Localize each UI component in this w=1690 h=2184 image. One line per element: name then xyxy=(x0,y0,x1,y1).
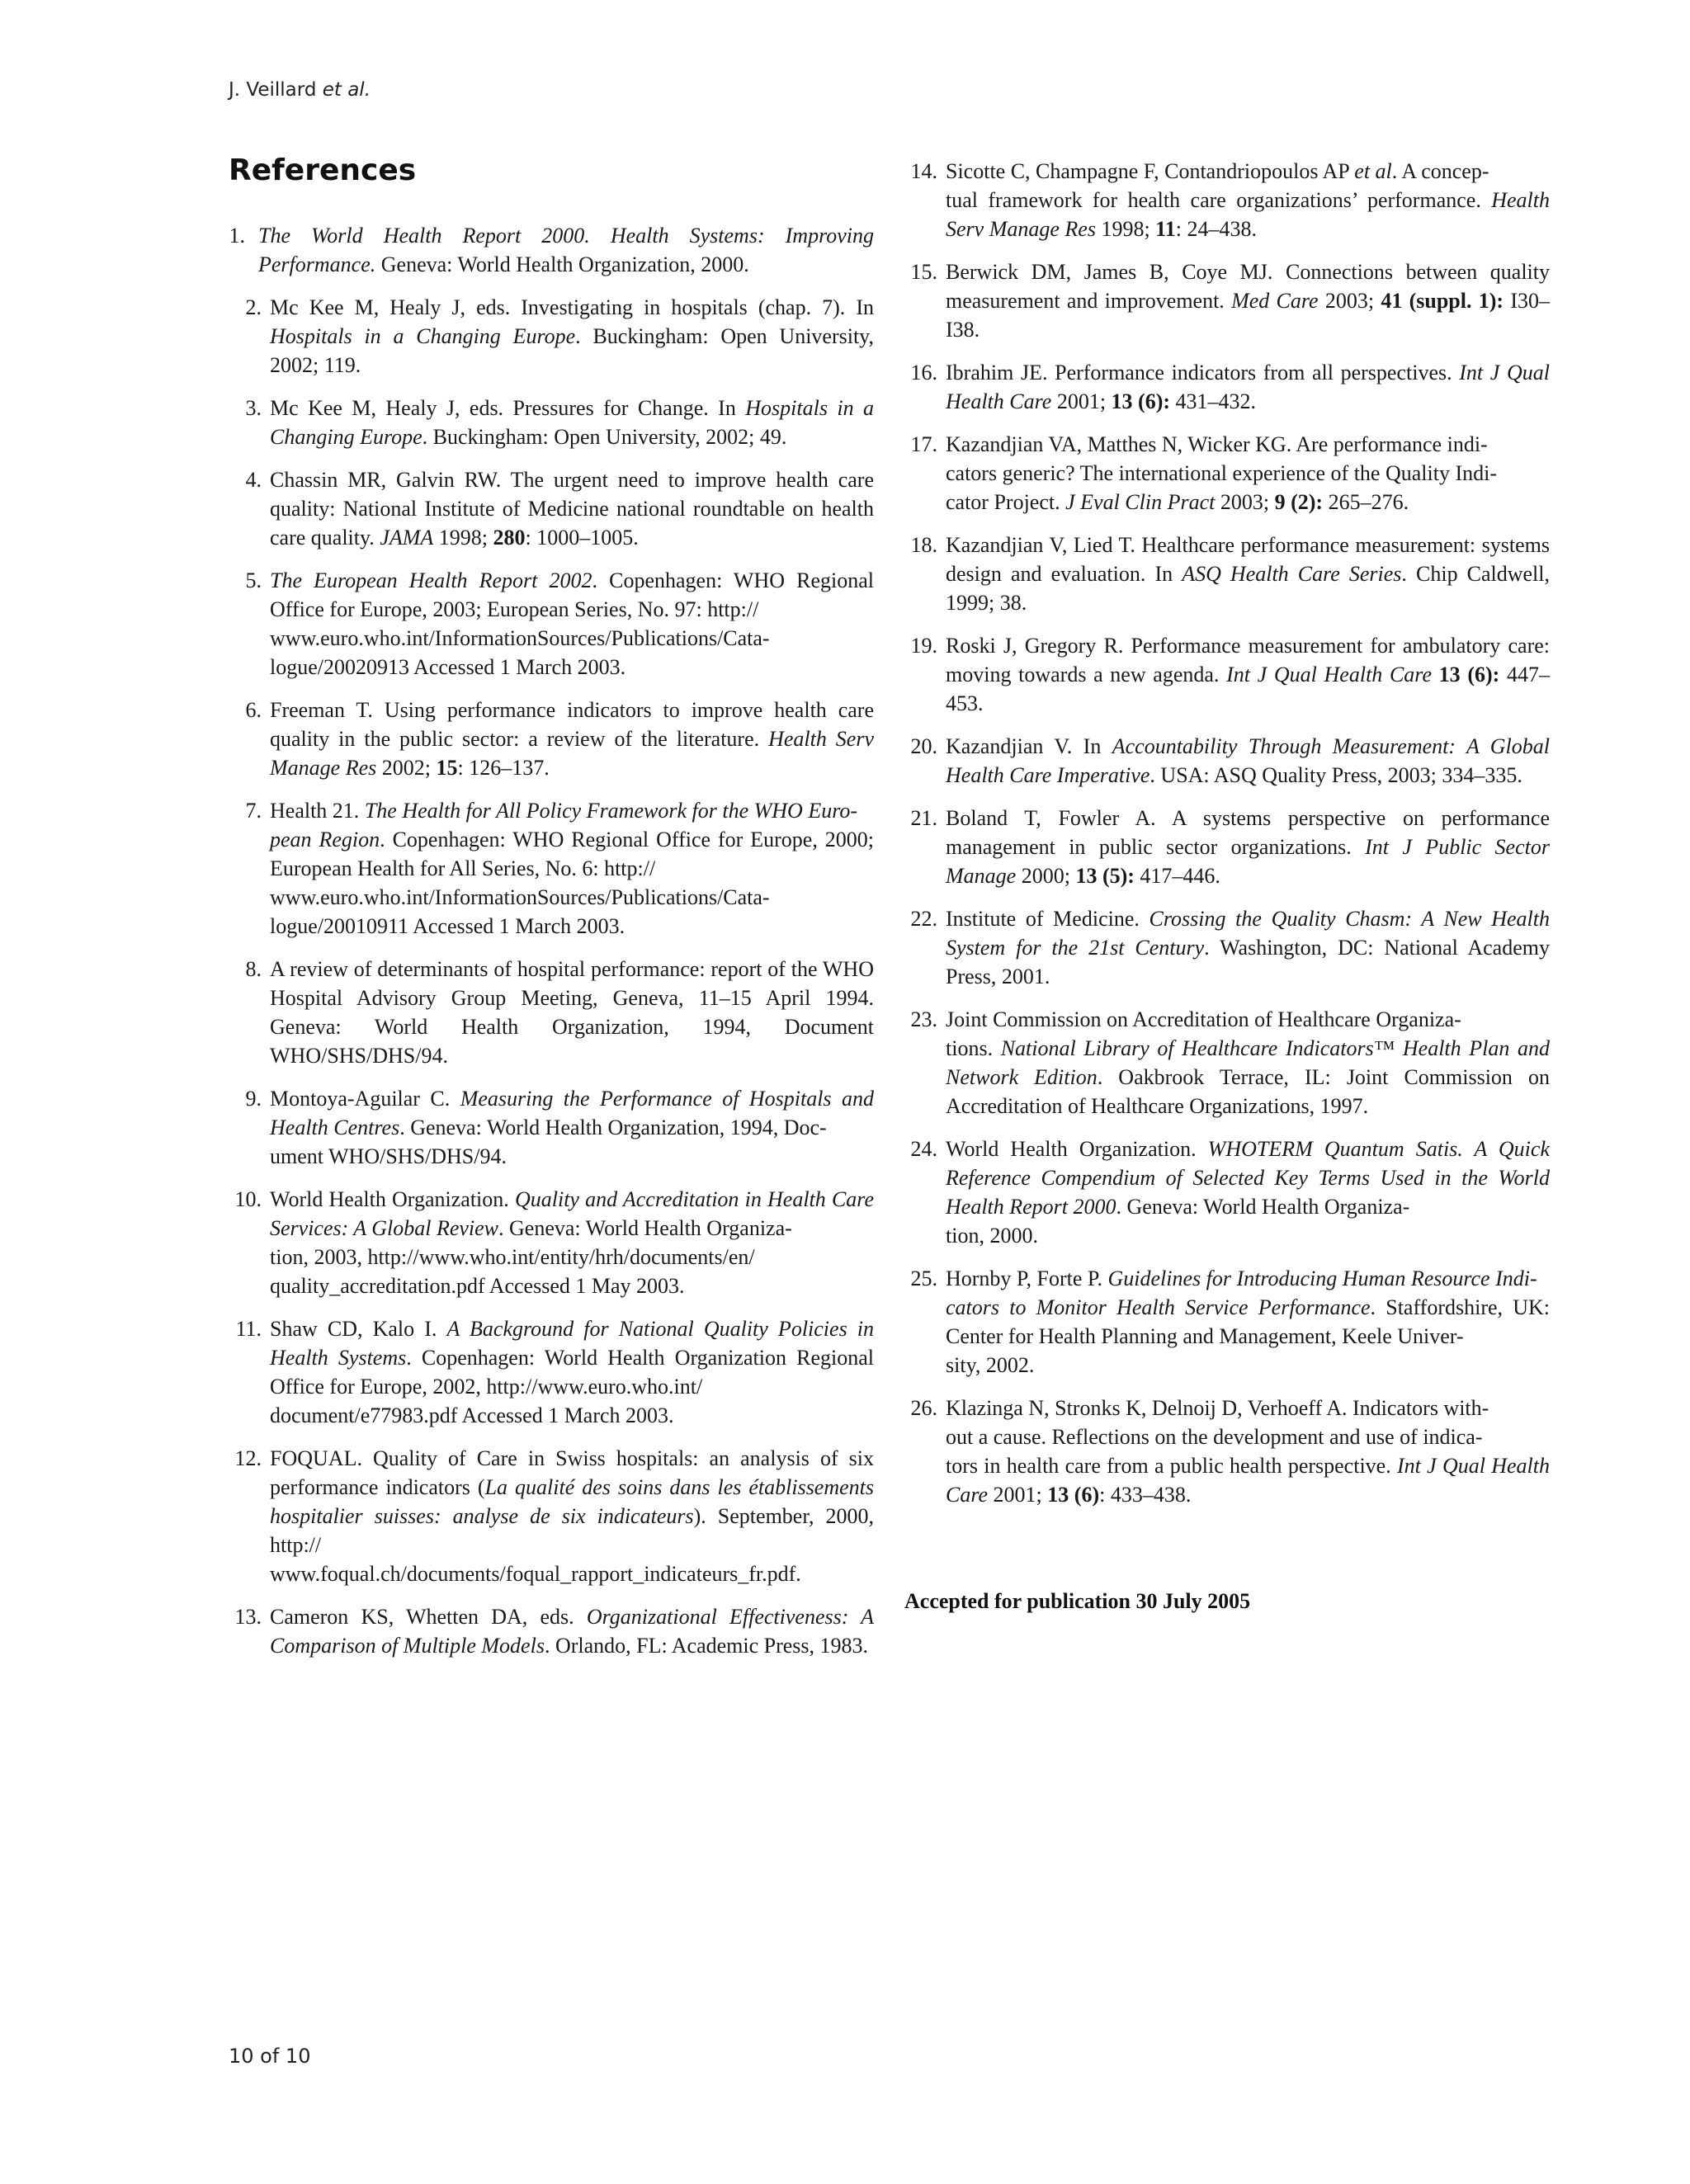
reference-item xyxy=(229,465,874,552)
reference-item xyxy=(904,1134,1550,1250)
reference-item xyxy=(904,358,1550,416)
reference-item xyxy=(229,955,874,1070)
reference-text: Freeman T. Using performance indicators to improve health care quality in the public sector: a review of the literature. Health Serv Manage Res 2002; 15: 126–137. xyxy=(270,698,874,780)
reference-number: 25. xyxy=(910,1267,937,1290)
reference-number: 5. xyxy=(245,568,262,592)
reference-item xyxy=(904,157,1550,243)
accepted-note: Accepted for publication 30 July 2005 xyxy=(904,1589,1251,1613)
reference-number: 9. xyxy=(245,1087,262,1111)
reference-text: A review of determinants of hospital performance: report of the WHO Hospital Advisory Group Meeting, Geneva, 11–15 April 1994. Geneva: World Health Organization, 1994, Document WHO/SHS/DHS/94. xyxy=(270,957,874,1068)
reference-text: Klazinga N, Stronks K, Delnoij D, Verhoeff A. Indicators with- out a cause. Reflections on the development and use of indica- tors in health care from a public health perspective. Int J Qual Health Care 2001; 13 (6): 433–438. xyxy=(946,1396,1550,1507)
page-number: 10 of 10 xyxy=(229,2045,311,2068)
reference-number: 6. xyxy=(245,698,262,722)
reference-text: Chassin MR, Galvin RW. The urgent need to improve health care quality: National Institute of Medicine national roundtable on health care quality. JAMA 1998; 280: 1000–1005. xyxy=(270,468,874,550)
reference-text: Joint Commission on Accreditation of Healthcare Organiza- tions. National Library of Healthcare Indicators™ Health Plan and Network Edition. Oakbrook Terrace, IL: Joint Commission on Accreditation of Healthcare Organizations, 1997. xyxy=(946,1007,1550,1118)
reference-text: The European Health Report 2002. Copenhagen: WHO Regional Office for Europe, 2003; European Series, No. 97: http:// www.euro.who.int/InformationSources/Publications/Cata- logue/20020913 Accessed 1 March 2003. xyxy=(270,568,874,679)
reference-item xyxy=(229,1314,874,1430)
reference-item xyxy=(904,732,1550,790)
reference-number: 22. xyxy=(910,907,937,931)
reference-number: 18. xyxy=(910,533,937,557)
reference-number: 13. xyxy=(234,1605,262,1629)
reference-text: Kazandjian VA, Matthes N, Wicker KG. Are performance indi- cators generic? The international experience of the Quality Indi- cator Project. J Eval Clin Pract 2003; 9 (2): 265–276. xyxy=(946,432,1498,514)
reference-text: Berwick DM, James B, Coye MJ. Connections between quality measurement and improvement. Med Care 2003; 41 (suppl. 1): I30–I38. xyxy=(946,260,1551,342)
reference-item xyxy=(904,1005,1550,1120)
reference-text: Mc Kee M, Healy J, eds. Pressures for Change. In Hospitals in a Changing Europe. Buckingham: Open University, 2002; 49. xyxy=(270,396,874,449)
reference-number: 2. xyxy=(245,295,262,319)
reference-item xyxy=(229,1444,874,1588)
reference-number: 20. xyxy=(910,734,937,758)
reference-text: The World Health Report 2000. Health Systems: Improving Performance. Geneva: World Health Organization, 2000. xyxy=(258,224,874,276)
section-title: References xyxy=(229,153,417,187)
reference-text: FOQUAL. Quality of Care in Swiss hospitals: an analysis of six performance indicators (La qualité des soins dans les établissements hospitalier suisses: analyse de six indicateurs). September, 2000, http:// www.foqual.ch/documents/foqual_rapport_indicateurs_fr.pdf. xyxy=(270,1446,875,1586)
reference-list-right xyxy=(904,157,1550,1523)
reference-text: World Health Organization. Quality and Accreditation in Health Care Services: A Global Review. Geneva: World Health Organiza- tion, 2003, http://www.who.int/entity/hrh/documents/en/ quality_accreditation.pdf Accessed 1 May 2003. xyxy=(270,1187,874,1298)
reference-item xyxy=(904,257,1550,344)
reference-item xyxy=(229,696,874,782)
reference-text: Mc Kee M, Healy J, eds. Investigating in hospitals (chap. 7). In Hospitals in a Changing Europe. Buckingham: Open University, 2002; 119. xyxy=(270,295,874,377)
reference-number: 24. xyxy=(910,1137,937,1161)
reference-text: Kazandjian V. In Accountability Through Measurement: A Global Health Care Imperative. USA: ASQ Quality Press, 2003; 334–335. xyxy=(946,734,1551,787)
reference-item xyxy=(904,904,1550,991)
reference-item xyxy=(229,796,874,941)
reference-text: Cameron KS, Whetten DA, eds. Organizational Effectiveness: A Comparison of Multiple Models. Orlando, FL: Academic Press, 1983. xyxy=(270,1605,874,1658)
reference-text: Montoya-Aguilar C. Measuring the Performance of Hospitals and Health Centres. Geneva: World Health Organization, 1994, Doc- ument WHO/SHS/DHS/94. xyxy=(270,1087,874,1168)
reference-number: 7. xyxy=(245,799,262,823)
reference-item xyxy=(229,1185,874,1300)
reference-item xyxy=(229,1084,874,1171)
reference-number: 1. xyxy=(229,224,245,248)
reference-text: Health 21. The Health for All Policy Framework for the WHO Euro- pean Region. Copenhagen: WHO Regional Office for Europe, 2000; European Health for All Series, No. 6: http:// www.euro.who.int/InformationSources/Publications/Cata- logue/20010911 Accessed 1 March 2003. xyxy=(270,799,874,938)
reference-item xyxy=(904,1394,1550,1509)
reference-text: Boland T, Fowler A. A systems perspective on performance management in public sector organizations. Int J Public Sector Manage 2000; 13 (5): 417–446. xyxy=(946,806,1550,888)
reference-number: 15. xyxy=(910,260,937,284)
reference-number: 14. xyxy=(910,159,937,183)
running-head xyxy=(229,79,371,101)
reference-number: 8. xyxy=(245,957,262,981)
reference-text: Ibrahim JE. Performance indicators from all perspectives. Int J Qual Health Care 2001; 13 (6): 431–432. xyxy=(946,361,1550,413)
reference-number: 26. xyxy=(910,1396,937,1420)
reference-item xyxy=(904,804,1550,890)
reference-number: 19. xyxy=(910,634,937,658)
reference-text: Sicotte C, Champagne F, Contandriopoulos AP et al. A concep- tual framework for health care organizations’ performance. Health Serv Manage Res 1998; 11: 24–438. xyxy=(946,159,1550,241)
reference-number: 10. xyxy=(234,1187,262,1211)
reference-item xyxy=(229,394,874,451)
reference-text: Institute of Medicine. Crossing the Quality Chasm: A New Health System for the 21st Century. Washington, DC: National Academy Press, 2001. xyxy=(946,907,1550,988)
reference-text: World Health Organization. WHOTERM Quantum Satis. A Quick Reference Compendium of Selected Key Terms Used in the World Health Report 2000. Geneva: World Health Organiza- tion, 2000. xyxy=(946,1137,1550,1248)
running-head-authors: J. Veillard xyxy=(229,79,317,101)
reference-number: 4. xyxy=(245,468,262,492)
reference-item xyxy=(229,293,874,380)
reference-text: Roski J, Gregory R. Performance measurement for ambulatory care: moving towards a new agenda. Int J Qual Health Care 13 (6): 447–453. xyxy=(946,634,1550,715)
reference-number: 3. xyxy=(245,396,262,420)
reference-number: 12. xyxy=(234,1446,262,1470)
reference-number: 17. xyxy=(910,432,937,456)
reference-number: 16. xyxy=(910,361,937,384)
reference-list-left xyxy=(229,221,874,1674)
reference-number: 21. xyxy=(910,806,937,830)
reference-text: Hornby P, Forte P. Guidelines for Introducing Human Resource Indi- cators to Monitor Health Service Performance. Staffordshire, UK: Center for Health Planning and Management, Keele Univer- sity, 2002. xyxy=(946,1267,1551,1377)
reference-item xyxy=(904,631,1550,718)
reference-item xyxy=(229,221,874,279)
reference-number: 11. xyxy=(235,1317,262,1341)
reference-text: Shaw CD, Kalo I. A Background for National Quality Policies in Health Systems. Copenhagen: World Health Organization Regional Office for Europe, 2002, http://www.euro.who.int/ document/e77983.pdf Accessed 1 March 2003. xyxy=(270,1317,875,1427)
reference-item xyxy=(904,1264,1550,1380)
reference-item xyxy=(904,531,1550,617)
running-head-et-al: et al. xyxy=(322,79,371,101)
reference-item xyxy=(229,566,874,682)
reference-number: 23. xyxy=(910,1007,937,1031)
reference-text: Kazandjian V, Lied T. Healthcare performance measurement: systems design and evaluation. In ASQ Health Care Series. Chip Caldwell, 1999; 38. xyxy=(946,533,1551,615)
reference-item xyxy=(229,1602,874,1660)
reference-item xyxy=(904,430,1550,517)
